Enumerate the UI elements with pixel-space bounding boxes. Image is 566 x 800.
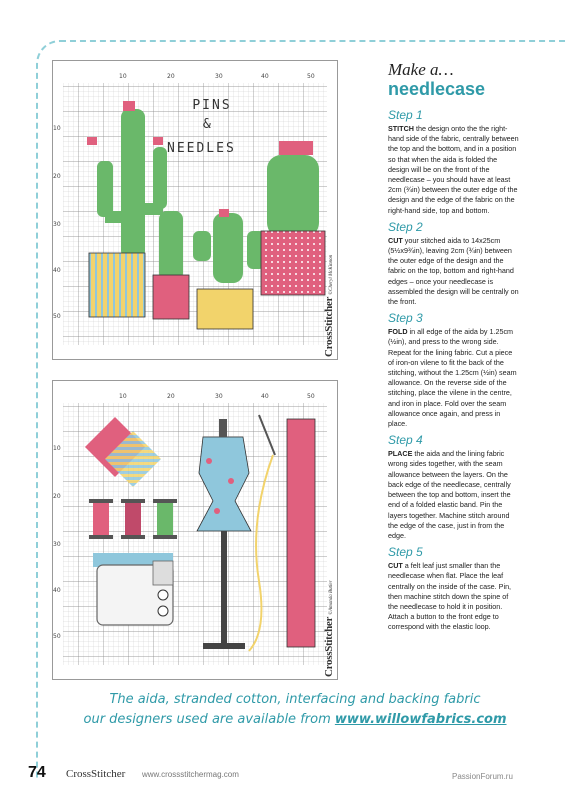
top-tick: 50	[307, 73, 315, 80]
step-lead: CUT	[388, 235, 403, 245]
sewing-machine	[93, 553, 173, 625]
supplier-line-2	[60, 710, 530, 730]
top-tick: 10	[119, 393, 127, 400]
brand-label: CrossStitcher	[323, 296, 335, 357]
side-tick: 10	[53, 445, 61, 452]
sewing-chart	[52, 380, 338, 680]
step-body: a felt leaf just smaller than the needlecase when flat. Place the leaf centrally on the inside of the case. Pin, then machine stitch down the spine of the needlecase to hold it in position. Attach a button to the front edge to correspond with the elastic loop.	[388, 561, 512, 632]
step-lead: FOLD	[388, 327, 408, 337]
step-heading: Step 3	[388, 311, 423, 326]
step-heading: Step 2	[388, 219, 423, 234]
step-body: the design onto the the right-hand side of the fabric, centrally between the top and the bottom, and in a position so that when the aida is folded the design will be on the front of the needlecase – you should have at least 2cm (¾in) between the outer edge of the design and the edge of the fabric on the right-hand side, top and bottom.	[388, 124, 519, 215]
step-lead: STITCH	[388, 124, 414, 133]
top-tick: 30	[215, 393, 223, 400]
step-lead: PLACE	[388, 449, 413, 459]
side-tick: 50	[53, 313, 61, 320]
pink-pot	[153, 275, 189, 319]
side-tick: 50	[53, 633, 61, 640]
side-tick: 30	[53, 541, 61, 548]
step-body: your stitched aida to 14x25cm (5½x9¾in), leaving 2cm (¾in) between the outer edge of the design and the fabric on the top, bottom and right-hand edges – once your needlecase is assembled the design will be centrally on the front.	[388, 235, 519, 307]
supplier-note	[60, 690, 530, 730]
top-tick: 20	[167, 393, 175, 400]
step-lead: CUT	[388, 561, 403, 571]
magazine-website[interactable]: www.crossstitchermag.com	[142, 770, 239, 779]
step-heading: Step 1	[388, 108, 423, 122]
top-tick: 20	[167, 73, 175, 80]
page-number: 74	[28, 764, 46, 781]
side-tick: 30	[53, 221, 61, 228]
side-tick: 40	[53, 267, 61, 274]
brand-label: CrossStitcher	[323, 616, 335, 677]
step-body: in all edge of the aida by 1.25cm (½in), and press to the wrong side. Repeat for the lining fabric. Cut a piece of iron-on vilene to fit the back of the stitching, without the 1.25cm (½in) seam allowance. On the reverse side of the stitching, place the vilene in the centre, and iron in place. Fold over the seam allowance once again, and press in place.	[388, 327, 517, 429]
motif-line: PINS	[192, 98, 232, 113]
pins-text-motif	[183, 95, 241, 116]
top-tick: 40	[261, 73, 269, 80]
cactus-chart	[52, 60, 338, 360]
supplier-link[interactable]: www.willowfabrics.com	[334, 712, 507, 727]
article-kicker: Make a…	[388, 60, 454, 79]
supplier-prefix: our designers used are available from	[83, 712, 335, 727]
step-text	[388, 236, 520, 307]
tape-measure	[287, 419, 315, 647]
step-heading: Step 4	[388, 433, 423, 448]
yellow-pot	[89, 253, 145, 317]
side-tick: 20	[53, 493, 61, 500]
step-text	[388, 124, 520, 216]
top-tick: 30	[215, 73, 223, 80]
top-tick: 10	[119, 73, 127, 80]
chart-credit	[323, 580, 335, 677]
yellow-bowl-pot	[197, 289, 253, 329]
designer-credit: ©Cheryl McKinnon	[329, 254, 334, 295]
chart-credit	[323, 255, 335, 357]
instructions-column	[388, 60, 520, 633]
small-cactus	[159, 211, 183, 281]
supplier-line-1: The aida, stranded cotton, interfacing and backing fabric	[109, 692, 481, 707]
step-body: the aida and the lining fabric wrong sides together, with the seam allowance between the layers. On the back edge of the needlecase, centrally between the top and bottom, insert the end of a folded elastic band. Pin the layers together. Machine stitch around the edge of the case, just in from the edge.	[388, 449, 511, 540]
ampersand-motif: &	[203, 117, 211, 132]
side-tick: 10	[53, 125, 61, 132]
watermark: PassionForum.ru	[452, 772, 513, 781]
thread-spools	[89, 499, 177, 539]
designer-credit: ©Amanda Butler	[329, 580, 334, 615]
needles-motif: NEEDLES	[167, 141, 236, 156]
side-tick: 20	[53, 173, 61, 180]
polka-pot	[261, 231, 325, 295]
top-tick: 50	[307, 393, 315, 400]
sewing-chart-graphic	[53, 381, 339, 681]
step-text	[388, 561, 520, 632]
top-tick: 40	[261, 393, 269, 400]
step-text	[388, 327, 520, 429]
step-heading: Step 5	[388, 545, 423, 560]
magazine-name: CrossStitcher	[66, 768, 126, 780]
side-tick: 40	[53, 587, 61, 594]
article-title: needlecase	[388, 79, 486, 99]
step-text	[388, 449, 520, 541]
